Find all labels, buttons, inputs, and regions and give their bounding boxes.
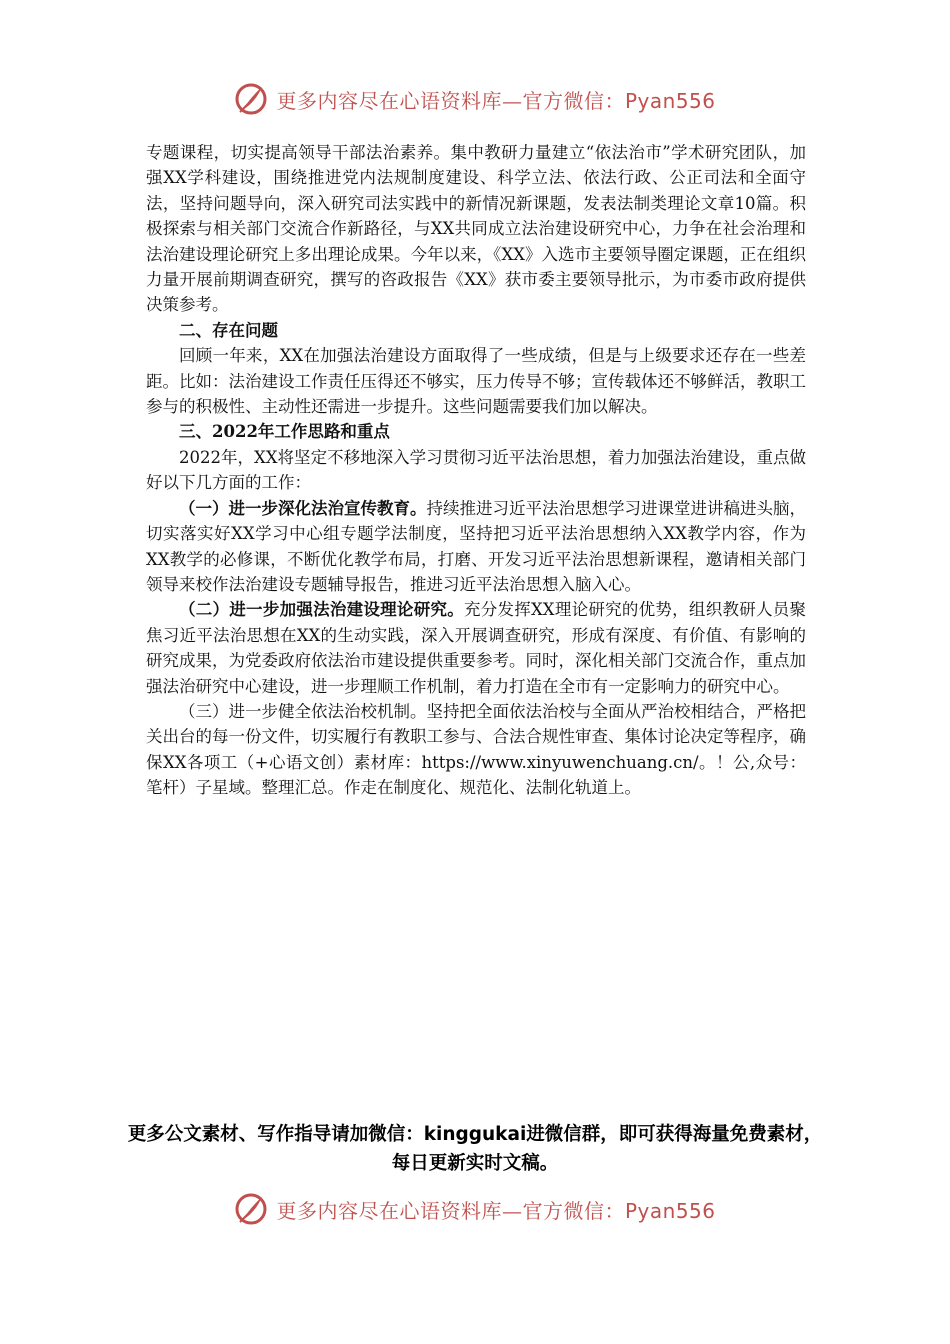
footer-banner xyxy=(0,1192,950,1226)
paragraph: 2022年，XX将坚定不移地深入学习贯彻习近平法治思想，着力加强法治建设，重点做好以下几方面的工作： xyxy=(146,447,806,493)
paragraph: （三）进一步健全依法治校机制。坚持把全面依法治校与全面从严治校相结合，严格把关出台的每一份文件，切实履行有教职工参与、合法合规性审查、集体讨论决定等程序，确保XX各项工（+心语文创）素材库：https://www.xinyuwenchuang.cn/。！公,众号：笔杆）子星域。整理汇总。作走在制度化、规范化、法制化轨道上。 xyxy=(146,701,806,798)
footer-note: 更多公文素材、写作指导请加微信：kinggukai进微信群，即可获得海量免费素材，每日更新实时文稿。 xyxy=(127,1124,823,1174)
section-heading: 二、存在问题 xyxy=(179,320,278,340)
wechat-id: Pyan556 xyxy=(624,1198,716,1223)
subsection-body: 持续推进习近平法治思想学习进课堂进讲稿进头脑，切实落实好XX学习中心组专题学法制度，坚持把习近平法治思想纳入XX教学内容，作为XX教学的必修课，不断优化教学布局，打磨、开发习近平法治思想新课程，邀请相关部门领导来校作法治建设专题辅导报告，推进习近平法治思想入脑入心。 xyxy=(146,498,806,594)
paragraph: 专题课程，切实提高领导干部法治素养。集中教研力量建立“依法治市”学术研究团队，加强XX学科建设，围绕推进党内法规制度建设、科学立法、依法行政、公正司法和全面守法，坚持问题导向，深入研究司法实践中的新情况新课题，发表法制类理论文章10篇。积极探索与相关部门交流合作新路径，与XX共同成立法治建设研究中心，力争在社会治理和法治建设理论研究上多出理论成果。今年以来，《XX》入选市主要领导圈定课题，正在组织力量开展前期调查研究，撰写的咨政报告《XX》获市委主要领导批示，为市委市政府提供决策参考。 xyxy=(146,143,806,315)
banner-text: 更多内容尽在心语资料库—官方微信：Pyan556 xyxy=(276,1198,716,1223)
document-body xyxy=(146,140,806,801)
section-heading: 三、2022年工作思路和重点 xyxy=(179,422,390,442)
paragraph xyxy=(146,597,806,699)
subsection-title: （一）进一步深化法治宣传教育。 xyxy=(179,498,427,518)
paragraph: 回顾一年来，XX在加强法治建设方面取得了一些成绩，但是与上级要求还存在一些差距。比如：法治建设工作责任压得还不够实，压力传导不够；宣传载体还不够鲜活，教职工参与的积极性、主动性还需进一步提升。这些问题需要我们加以解决。 xyxy=(146,346,806,417)
banner-text: 更多内容尽在心语资料库—官方微信：Pyan556 xyxy=(276,88,716,113)
header-banner xyxy=(0,82,950,116)
wechat-id: Pyan556 xyxy=(624,88,716,113)
paragraph xyxy=(146,496,806,598)
subsection-title: （二）进一步加强法治建设理论研究。 xyxy=(179,600,464,620)
feather-logo-icon xyxy=(234,82,268,116)
feather-logo-icon xyxy=(234,1192,268,1226)
subsection-body: 充分发挥XX理论研究的优势，组织教研人员聚焦习近平法治思想在XX的生动实践，深入开展调查研究，形成有深度、有价值、有影响的研究成果，为党委政府依法治市建设提供重要参考。同时，深化相关部门交流合作，重点加强法治研究中心建设，进一步理顺工作机制，着力打造在全市有一定影响力的研究中心。 xyxy=(146,600,807,696)
